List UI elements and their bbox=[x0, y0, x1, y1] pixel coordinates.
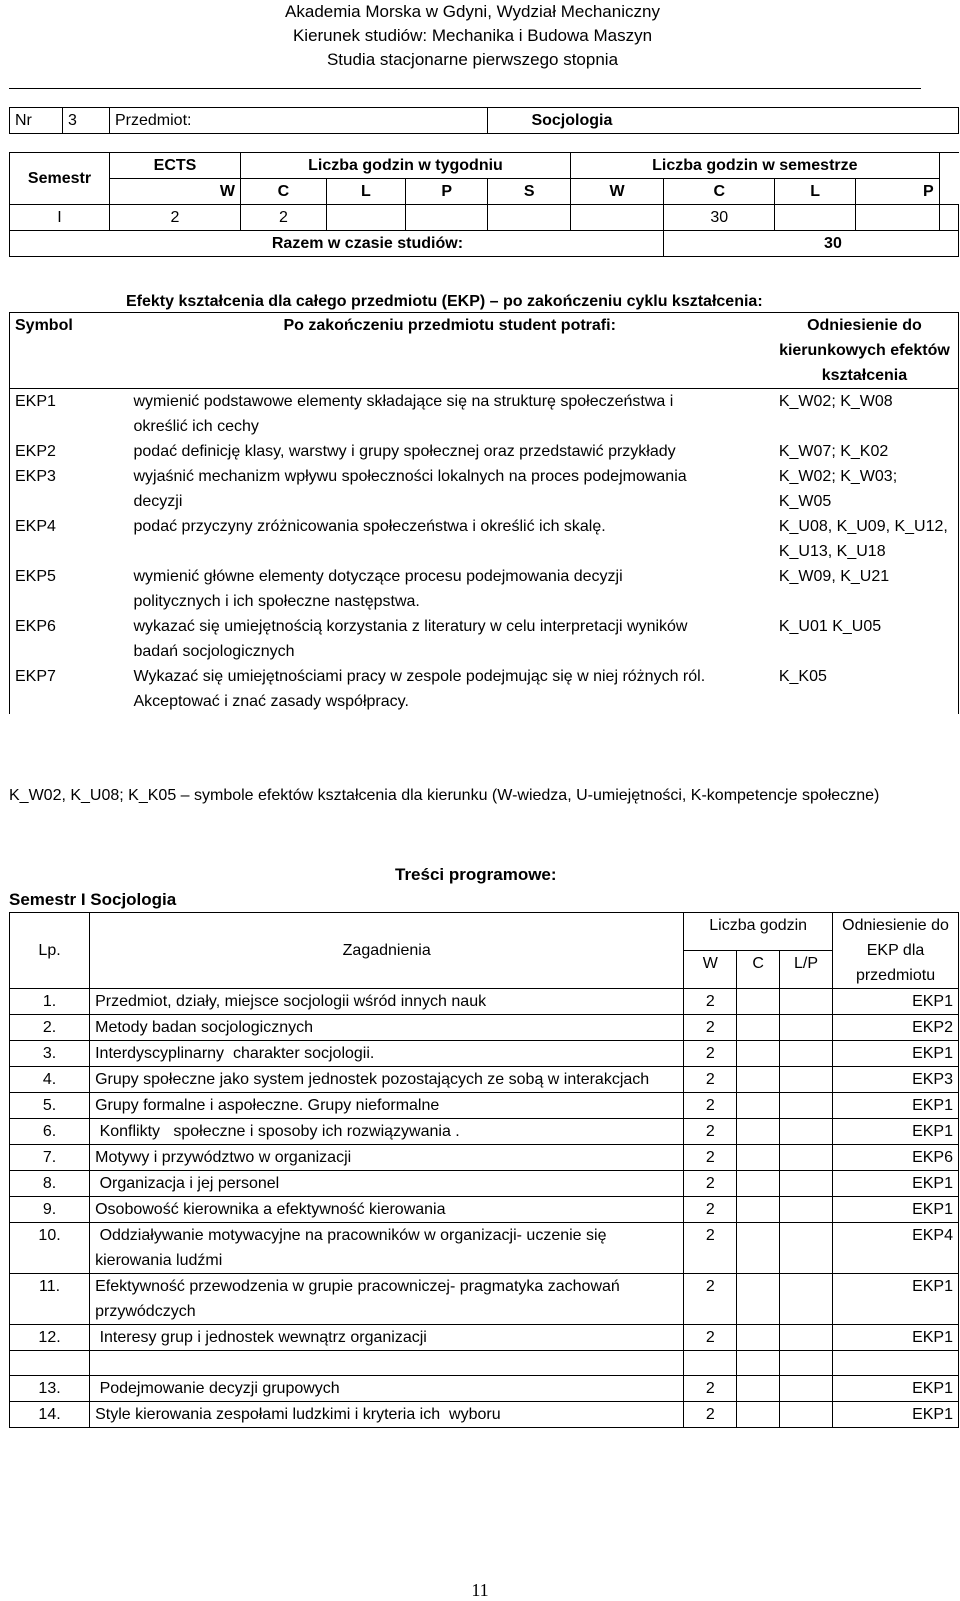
program-ekp: EKP1 bbox=[833, 1171, 959, 1197]
program-hours-w: 2 bbox=[684, 1093, 737, 1119]
program-topic: Oddziaływanie motywacyjne na pracowników w organizacji- uczenie się kierowania ludźmi bbox=[90, 1223, 684, 1274]
program-hours-lp bbox=[779, 1015, 832, 1041]
program-ekp: EKP4 bbox=[833, 1223, 959, 1274]
program-hours-c bbox=[737, 1197, 780, 1223]
nr-label: Nr bbox=[10, 108, 63, 134]
program-topic: Efektywność przewodzenia w grupie pracowniczej- pragmatyka zachowań przywódczych bbox=[90, 1274, 684, 1325]
program-lp: 2. bbox=[10, 1015, 90, 1041]
program-row bbox=[10, 1402, 959, 1428]
program-row bbox=[10, 1325, 959, 1351]
effect-ref: K_W02; K_W08 bbox=[771, 389, 959, 440]
program-ekp: EKP1 bbox=[833, 1041, 959, 1067]
program-row bbox=[10, 1067, 959, 1093]
program-hours-c bbox=[737, 989, 780, 1015]
program-row bbox=[10, 989, 959, 1015]
effects-col-symbol: Symbol bbox=[10, 313, 129, 389]
program-hours-w: 2 bbox=[684, 1223, 737, 1274]
program-hours-c bbox=[737, 1274, 780, 1325]
header-line-2: Kierunek studiów: Mechanika i Budowa Maszyn bbox=[292, 26, 653, 45]
subject-value: Socjologia bbox=[488, 108, 959, 134]
program-lp: 10. bbox=[10, 1223, 90, 1274]
program-lp: 5. bbox=[10, 1093, 90, 1119]
program-row bbox=[10, 1274, 959, 1325]
program-topic: Metody badan socjologicznych bbox=[90, 1015, 684, 1041]
program-hours-c bbox=[737, 1093, 780, 1119]
effect-desc: wykazać się umiejętnością korzystania z literatury w celu interpretacji wyników badań socjologicznych bbox=[133, 618, 688, 660]
program-topic: Motywy i przywództwo w organizacji bbox=[90, 1145, 684, 1171]
program-hours-w: 2 bbox=[684, 1197, 737, 1223]
program-hours-lp bbox=[779, 1093, 832, 1119]
program-hours-lp bbox=[779, 1041, 832, 1067]
effect-desc: wymienić główne elementy dotyczące procesu podejmowania decyzji politycznych i ich społeczne następstwa. bbox=[133, 568, 623, 610]
semester-title: Semestr I Socjologia bbox=[9, 890, 177, 909]
semestr-label: Semestr bbox=[10, 153, 110, 205]
spacer bbox=[10, 134, 959, 153]
ects-label: ECTS bbox=[110, 153, 241, 179]
col-c: C bbox=[241, 179, 327, 205]
effects-col-ref: Odniesienie do kierunkowych efektów kształcenia bbox=[771, 313, 959, 389]
program-hours-lp bbox=[779, 1402, 832, 1428]
header-line-1: Akademia Morska w Gdyni, Wydział Mechaniczny bbox=[285, 2, 660, 21]
effects-row bbox=[10, 514, 959, 564]
program-hours-w: 2 bbox=[684, 1015, 737, 1041]
effect-symbol: EKP1 bbox=[10, 389, 129, 440]
effects-row bbox=[10, 439, 959, 464]
program-col-lp: Lp. bbox=[10, 913, 90, 989]
effect-desc: wymienić podstawowe elementy składające się na strukturę społeczeństwa i określić ich cechy bbox=[133, 393, 674, 435]
effect-symbol: EKP5 bbox=[10, 564, 129, 614]
program-lp: 8. bbox=[10, 1171, 90, 1197]
program-topic: Przedmiot, działy, miejsce socjologii wśród innych nauk bbox=[90, 989, 684, 1015]
semester-hours-label: Liczba godzin w semestrze bbox=[570, 153, 939, 179]
program-ekp: EKP1 bbox=[833, 1093, 959, 1119]
program-hours-lp bbox=[779, 1376, 832, 1402]
col-p: P bbox=[405, 179, 487, 205]
program-topic: Osobowość kierownika a efektywność kierowania bbox=[90, 1197, 684, 1223]
program-col-ref: Odniesienie do EKP dla przedmiotu bbox=[833, 913, 959, 989]
program-ekp: EKP1 bbox=[833, 1325, 959, 1351]
effect-symbol: EKP2 bbox=[10, 439, 129, 464]
program-hours-lp bbox=[779, 1325, 832, 1351]
row-semestr: I bbox=[10, 205, 110, 231]
effects-title: Efekty kształcenia dla całego przedmiotu (EKP) – po zakończeniu cyklu kształcenia: bbox=[126, 293, 763, 310]
col-l: L bbox=[326, 179, 405, 205]
program-topic: Grupy formalne i aspołeczne. Grupy nieformalne bbox=[90, 1093, 684, 1119]
document-header bbox=[0, 0, 945, 72]
program-hours-c bbox=[737, 1325, 780, 1351]
program-hours-c bbox=[737, 1376, 780, 1402]
program-hours-w: 2 bbox=[684, 1171, 737, 1197]
program-hours-lp bbox=[779, 1171, 832, 1197]
program-topic: Grupy społeczne jako system jednostek pozostających ze sobą w interakcjach bbox=[90, 1067, 684, 1093]
program-row bbox=[10, 1171, 959, 1197]
program-row bbox=[10, 1145, 959, 1171]
effect-symbol: EKP7 bbox=[10, 664, 129, 714]
program-lp: 13. bbox=[10, 1376, 90, 1402]
program-hours-w: 2 bbox=[684, 1119, 737, 1145]
program-topic: Podejmowanie decyzji grupowych bbox=[90, 1376, 684, 1402]
effects-row bbox=[10, 389, 959, 440]
row-w-week: 2 bbox=[241, 205, 327, 231]
program-row bbox=[10, 1119, 959, 1145]
effects-note: K_W02, K_U08; K_K05 – symbole efektów kształcenia dla kierunku (W-wiedza, U-umiejętności, K-kompetencje społeczne) bbox=[9, 787, 880, 804]
program-ekp: EKP1 bbox=[833, 1376, 959, 1402]
effect-desc: podać przyczyny zróżnicowania społeczeństwa i określić ich skalę. bbox=[133, 518, 606, 535]
program-hours-lp bbox=[779, 1119, 832, 1145]
program-ekp: EKP1 bbox=[833, 1119, 959, 1145]
total-label: Razem w czasie studiów: bbox=[10, 231, 664, 257]
program-hours-w: 2 bbox=[684, 1402, 737, 1428]
program-lp: 9. bbox=[10, 1197, 90, 1223]
col-p2: P bbox=[855, 179, 939, 205]
col-c2: C bbox=[664, 179, 775, 205]
effect-ref: K_U08, K_U09, K_U12, K_U13, K_U18 bbox=[771, 514, 959, 564]
effects-row bbox=[10, 664, 959, 714]
program-hours-lp bbox=[779, 1274, 832, 1325]
subject-label: Przedmiot: bbox=[110, 108, 488, 134]
effects-row bbox=[10, 564, 959, 614]
program-row bbox=[10, 1015, 959, 1041]
page-number: 11 bbox=[471, 1580, 489, 1600]
program-lp: 4. bbox=[10, 1067, 90, 1093]
program-ekp: EKP1 bbox=[833, 1197, 959, 1223]
program-row bbox=[10, 1041, 959, 1067]
program-hours-c bbox=[737, 1015, 780, 1041]
header-line-3: Studia stacjonarne pierwszego stopnia bbox=[326, 50, 619, 69]
program-hours-c bbox=[737, 1119, 780, 1145]
weekly-hours-label: Liczba godzin w tygodniu bbox=[241, 153, 571, 179]
program-hours-c bbox=[737, 1145, 780, 1171]
effect-desc: podać definicję klasy, warstwy i grupy społecznej oraz przedstawić przykłady bbox=[133, 443, 676, 460]
program-lp: 12. bbox=[10, 1325, 90, 1351]
program-hours-c bbox=[737, 1067, 780, 1093]
program-row bbox=[10, 1093, 959, 1119]
effects-row bbox=[10, 614, 959, 664]
program-title: Treści programowe: bbox=[395, 865, 557, 884]
program-row bbox=[10, 1376, 959, 1402]
program-hours-w: 2 bbox=[684, 1041, 737, 1067]
col-w: W bbox=[110, 179, 241, 205]
program-ekp: EKP1 bbox=[833, 1274, 959, 1325]
program-hours-lp bbox=[779, 1145, 832, 1171]
program-topic: Style kierowania zespołami ludzkimi i kryteria ich wyboru bbox=[90, 1402, 684, 1428]
effect-symbol: EKP3 bbox=[10, 464, 129, 514]
program-hours-c bbox=[737, 1041, 780, 1067]
program-spacer-row bbox=[10, 1351, 959, 1376]
program-hours-lp bbox=[779, 989, 832, 1015]
program-ekp: EKP3 bbox=[833, 1067, 959, 1093]
program-ekp: EKP2 bbox=[833, 1015, 959, 1041]
program-ekp: EKP1 bbox=[833, 989, 959, 1015]
program-lp: 11. bbox=[10, 1274, 90, 1325]
program-hours-w: 2 bbox=[684, 1376, 737, 1402]
program-row bbox=[10, 1223, 959, 1274]
program-hours-w: 2 bbox=[684, 989, 737, 1015]
program-hours-lp bbox=[779, 1223, 832, 1274]
program-topic: Interdyscyplinarny charakter socjologii. bbox=[90, 1041, 684, 1067]
col-s: S bbox=[488, 179, 571, 205]
program-col-c: C bbox=[737, 951, 780, 989]
program-hours-lp bbox=[779, 1067, 832, 1093]
program-topic: Konflikty społeczne i sposoby ich rozwiązywania . bbox=[90, 1119, 684, 1145]
effect-ref: K_U01 K_U05 bbox=[771, 614, 959, 664]
program-col-topic: Zagadnienia bbox=[90, 913, 684, 989]
total-value: 30 bbox=[664, 231, 959, 257]
program-lp: 1. bbox=[10, 989, 90, 1015]
effect-desc: wyjaśnić mechanizm wpływu społeczności lokalnych na proces podejmowania decyzji bbox=[133, 468, 687, 510]
row-w-sem: 30 bbox=[664, 205, 775, 231]
program-col-lp2: L/P bbox=[779, 951, 832, 989]
program-hours-w: 2 bbox=[684, 1325, 737, 1351]
effects-col-desc: Po zakończeniu przedmiotu student potrafi: bbox=[129, 313, 771, 389]
effect-ref: K_K05 bbox=[771, 664, 959, 714]
program-ekp: EKP6 bbox=[833, 1145, 959, 1171]
program-hours-w: 2 bbox=[684, 1145, 737, 1171]
program-lp: 7. bbox=[10, 1145, 90, 1171]
program-table bbox=[9, 912, 959, 1428]
program-topic: Interesy grup i jednostek wewnątrz organizacji bbox=[90, 1325, 684, 1351]
program-hours-lp bbox=[779, 1197, 832, 1223]
program-hours-c bbox=[737, 1223, 780, 1274]
col-w2: W bbox=[570, 179, 663, 205]
program-topic: Organizacja i jej personel bbox=[90, 1171, 684, 1197]
effect-desc: Wykazać się umiejętnościami pracy w zespole podejmując się w niej różnych ról. Akceptować i znać zasady współpracy. bbox=[133, 668, 706, 710]
effect-ref: K_W09, K_U21 bbox=[771, 564, 959, 614]
program-ekp: EKP1 bbox=[833, 1402, 959, 1428]
header-rule bbox=[9, 88, 921, 89]
nr-value: 3 bbox=[63, 108, 110, 134]
program-col-w: W bbox=[684, 951, 737, 989]
effect-ref: K_W02; K_W03; K_W05 bbox=[771, 464, 959, 514]
program-hours-w: 2 bbox=[684, 1067, 737, 1093]
row-ects: 2 bbox=[110, 205, 241, 231]
program-hours-c bbox=[737, 1171, 780, 1197]
program-lp: 3. bbox=[10, 1041, 90, 1067]
program-lp: 6. bbox=[10, 1119, 90, 1145]
program-row bbox=[10, 1197, 959, 1223]
col-l2: L bbox=[775, 179, 855, 205]
course-info-table bbox=[9, 107, 959, 257]
program-hours-w: 2 bbox=[684, 1274, 737, 1325]
effects-table bbox=[9, 312, 959, 714]
effect-ref: K_W07; K_K02 bbox=[771, 439, 959, 464]
effects-row bbox=[10, 464, 959, 514]
program-hours-c bbox=[737, 1402, 780, 1428]
effect-symbol: EKP4 bbox=[10, 514, 129, 564]
effect-symbol: EKP6 bbox=[10, 614, 129, 664]
program-col-hours: Liczba godzin bbox=[684, 913, 833, 951]
program-lp: 14. bbox=[10, 1402, 90, 1428]
